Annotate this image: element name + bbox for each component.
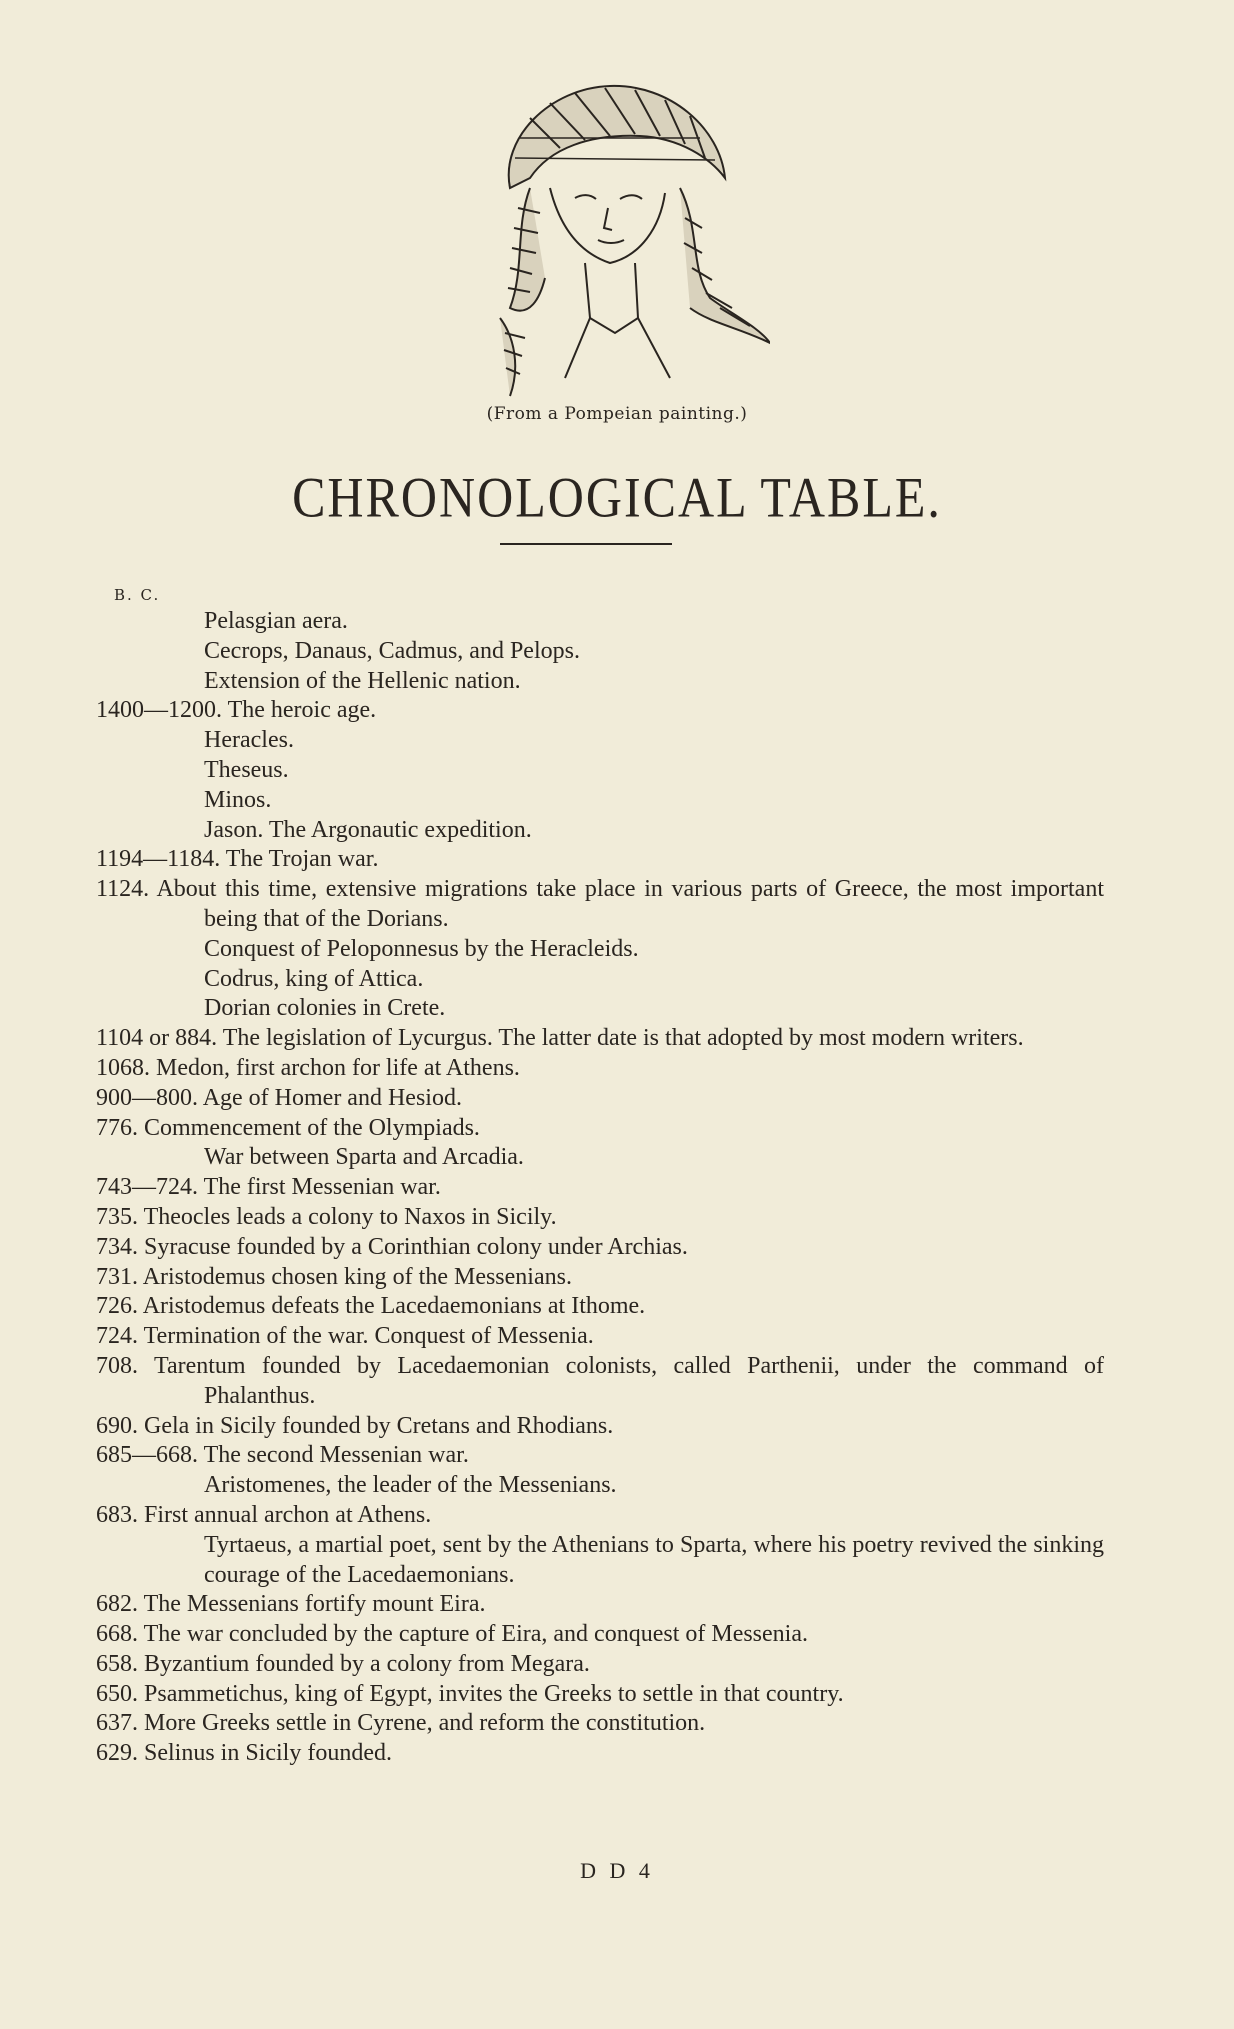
illustration-caption: (From a Pompeian painting.)	[486, 404, 748, 424]
entry-date: 1124.	[96, 876, 150, 903]
entry-text: Aristomenes, the leader of the Messenians.	[204, 1472, 617, 1499]
entry-date: 1400—1200.	[96, 697, 222, 724]
chronology-entry	[96, 786, 1104, 816]
entry-text: The first Messenian war.	[203, 1174, 441, 1201]
chronology-entry	[96, 1352, 1104, 1412]
entry-text: Codrus, king of Attica.	[204, 965, 424, 992]
entry-text: Byzantium founded by a colony from Megara.	[144, 1650, 590, 1677]
entry-text: Tarentum founded by Lacedaemonian colonists, called Parthenii, under the command of Phalanthus.	[153, 1352, 1104, 1409]
chronology-entry	[96, 1173, 1104, 1203]
entry-text: Minos.	[204, 786, 272, 813]
entry-text: Jason. The Argonautic expedition.	[204, 816, 532, 843]
entry-date: 683.	[96, 1501, 138, 1528]
entry-date: 637.	[96, 1710, 138, 1737]
entry-text: Termination of the war. Conquest of Messenia.	[143, 1323, 594, 1350]
entry-date: 685—668.	[96, 1442, 198, 1469]
entry-date: 900—800.	[96, 1084, 198, 1111]
entry-text: The second Messenian war.	[203, 1442, 469, 1469]
entry-date: 743—724.	[96, 1174, 198, 1201]
chronology-entry	[96, 637, 1104, 667]
signature-mark: D D 4	[580, 1858, 654, 1883]
entry-text: Theseus.	[204, 756, 289, 783]
title-divider	[500, 543, 672, 545]
entry-date: 731.	[96, 1263, 138, 1290]
page-title: CHRONOLOGICAL TABLE.	[292, 464, 942, 530]
chronology-entry	[96, 1620, 1104, 1650]
entry-text: Extension of the Hellenic nation.	[204, 667, 521, 694]
entry-text: Theocles leads a colony to Naxos in Sicily.	[143, 1203, 557, 1230]
chronology-entry	[96, 756, 1104, 786]
chronology-entry	[96, 1471, 1104, 1501]
chronology-list	[96, 607, 1104, 1769]
entry-date: 708.	[96, 1352, 138, 1379]
entry-date: 1068.	[96, 1054, 150, 1081]
entry-text: The heroic age.	[227, 697, 377, 724]
chronology-entry	[96, 1680, 1104, 1710]
chronology-entry	[96, 816, 1104, 846]
entry-date: 1104 or 884.	[96, 1025, 218, 1052]
entry-date: 690.	[96, 1412, 138, 1439]
chronology-entry	[96, 1233, 1104, 1263]
entry-text: The Messenians fortify mount Eira.	[143, 1591, 486, 1618]
chronology-entry	[96, 1054, 1104, 1084]
chronology-entry	[96, 935, 1104, 965]
chronology-entry	[96, 1084, 1104, 1114]
chronology-entry	[96, 1292, 1104, 1322]
chronology-entry	[96, 1143, 1104, 1173]
entry-text: Selinus in Sicily founded.	[144, 1740, 392, 1767]
entry-date: 776.	[96, 1114, 138, 1141]
chronology-entry	[96, 1650, 1104, 1680]
chronology-entry	[96, 1322, 1104, 1352]
entry-date: 724.	[96, 1323, 138, 1350]
chronology-entry	[96, 875, 1104, 935]
chronology-entry	[96, 726, 1104, 756]
era-label: B. C.	[114, 586, 161, 604]
chronology-entry	[96, 1024, 1104, 1054]
pompeian-portrait-illustration	[470, 78, 770, 398]
entry-date: 629.	[96, 1740, 138, 1767]
chronology-entry	[96, 1739, 1104, 1769]
entry-text: Age of Homer and Hesiod.	[202, 1084, 462, 1111]
entry-text: Pelasgian aera.	[204, 608, 348, 634]
chronology-entry	[96, 1114, 1104, 1144]
chronology-entry	[96, 1441, 1104, 1471]
entry-date: 734.	[96, 1233, 138, 1260]
entry-date: 726.	[96, 1293, 138, 1320]
entry-date: 1194—1184.	[96, 846, 221, 873]
entry-date: 668.	[96, 1621, 138, 1648]
entry-text: Psammetichus, king of Egypt, invites the Greeks to settle in that country.	[144, 1680, 844, 1707]
chronology-entry	[96, 1590, 1104, 1620]
entry-text: The war concluded by the capture of Eira, and conquest of Messenia.	[143, 1621, 808, 1648]
entry-text: Medon, first archon for life at Athens.	[156, 1054, 520, 1081]
entry-text: Aristodemus chosen king of the Messenians.	[142, 1263, 572, 1290]
entry-text: Gela in Sicily founded by Cretans and Rhodians.	[144, 1412, 614, 1439]
entry-text: The Trojan war.	[225, 846, 379, 873]
chronology-entry	[96, 607, 1104, 637]
entry-text: Cecrops, Danaus, Cadmus, and Pelops.	[204, 637, 580, 664]
entry-text: Commencement of the Olympiads.	[144, 1114, 480, 1141]
entry-text: Heracles.	[204, 727, 294, 754]
chronology-entry	[96, 1203, 1104, 1233]
entry-text: Conquest of Peloponnesus by the Heracleids.	[204, 935, 639, 962]
entry-text: Syracuse founded by a Corinthian colony under Archias.	[144, 1233, 688, 1260]
chronology-entry	[96, 1531, 1104, 1591]
chronology-entry	[96, 1412, 1104, 1442]
chronology-entry	[96, 994, 1104, 1024]
entry-text: Tyrtaeus, a martial poet, sent by the Athenians to Sparta, where his poetry revived the sinking courage of the Lacedaemonians.	[204, 1531, 1104, 1588]
entry-text: Dorian colonies in Crete.	[204, 995, 446, 1022]
entry-text: War between Sparta and Arcadia.	[204, 1144, 524, 1171]
entry-date: 735.	[96, 1203, 138, 1230]
entry-date: 682.	[96, 1591, 138, 1618]
entry-text: First annual archon at Athens.	[144, 1501, 432, 1528]
chronology-entry	[96, 1263, 1104, 1293]
entry-text: About this time, extensive migrations take place in various parts of Greece, the most important being that of the Dorians.	[156, 876, 1104, 932]
chronology-entry	[96, 965, 1104, 995]
chronology-entry	[96, 845, 1104, 875]
chronology-entry	[96, 696, 1104, 726]
entry-text: More Greeks settle in Cyrene, and reform the constitution.	[144, 1710, 706, 1737]
entry-date: 658.	[96, 1650, 138, 1677]
chronology-entry	[96, 1501, 1104, 1531]
entry-date: 650.	[96, 1680, 138, 1707]
chronology-entry	[96, 667, 1104, 697]
entry-text: Aristodemus defeats the Lacedaemonians at Ithome.	[142, 1293, 646, 1320]
entry-text: The legislation of Lycurgus. The latter date is that adopted by most modern writers.	[222, 1025, 1024, 1052]
chronology-entry	[96, 1709, 1104, 1739]
